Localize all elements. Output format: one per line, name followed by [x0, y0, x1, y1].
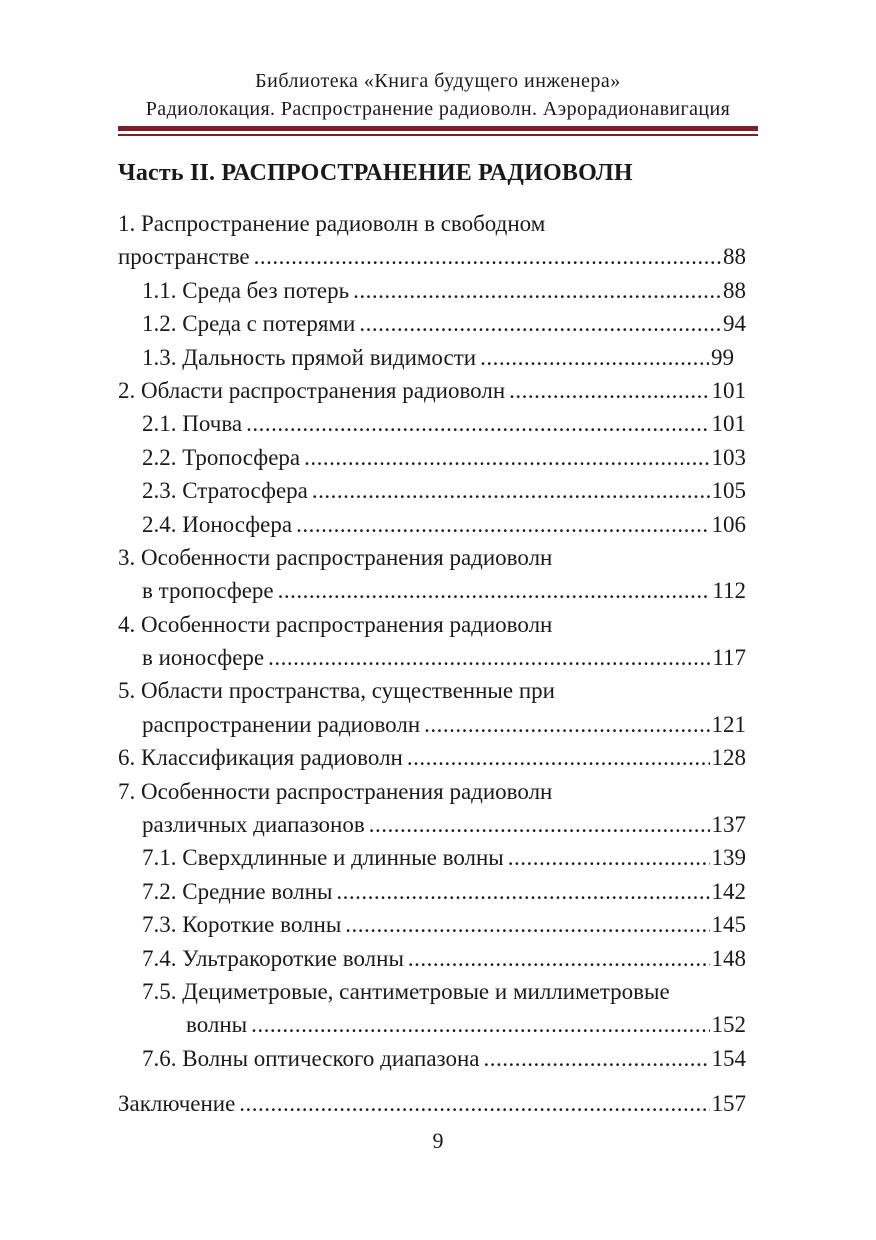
toc-entry-title: 2.4. Ионосфера [142, 511, 293, 537]
toc-entry-title: 1.2. Среда с потерями [142, 311, 356, 337]
toc-entry-title: 6. Классификация радиоволн [118, 745, 403, 771]
toc-entry[interactable] [118, 374, 746, 407]
header-rule-thick [118, 126, 758, 131]
running-header-series: Библиотека «Книга будущего инженера» [255, 70, 621, 92]
toc-entry[interactable] [118, 875, 746, 908]
toc-entry[interactable] [118, 307, 746, 340]
toc-entry-page: 152 [711, 1012, 746, 1038]
dot-leader [332, 875, 709, 908]
dot-leader [505, 374, 709, 407]
toc-entry[interactable] [118, 841, 746, 874]
dot-leader [242, 407, 709, 440]
toc-entry[interactable] [118, 240, 746, 273]
dot-leader [355, 307, 721, 340]
toc-entry-page: 105 [711, 478, 746, 504]
toc-entry-first-line: 1. Распространение радиоволн в свободном [118, 211, 546, 236]
toc-entry[interactable] [118, 741, 746, 774]
toc-entry-page: 101 [711, 377, 746, 403]
toc-entry-first-line: 7. Особенности распространения радиоволн [118, 778, 553, 804]
dot-leader [264, 641, 710, 674]
toc-entry-title: распространении радиоволн [142, 711, 421, 737]
dot-leader [365, 808, 710, 841]
toc-entry-page: 157 [711, 1091, 746, 1117]
table-of-contents [118, 207, 746, 1121]
toc-entry-page: 88 [723, 244, 746, 270]
toc-entry-title: в ионосфере [142, 645, 265, 671]
dot-leader [308, 474, 710, 507]
toc-entry-title: в тропосфере [142, 578, 274, 604]
toc-entry-first-line: 4. Особенности распространения радиоволн [118, 611, 553, 637]
toc-entry-title: волны [186, 1012, 248, 1038]
toc-entry[interactable] [118, 341, 746, 374]
toc-entry-page: 154 [711, 1045, 746, 1071]
dot-leader [341, 908, 709, 941]
toc-entry[interactable] [118, 808, 746, 841]
toc-entry-title: пространстве [118, 244, 250, 270]
toc-entry[interactable] [118, 1042, 746, 1075]
dot-leader [504, 841, 710, 874]
toc-entry-title: 7.3. Короткие волны [142, 912, 342, 938]
running-header-title: Радиолокация. Распространение радиоволн. Аэрорадионавигация [145, 98, 731, 120]
dot-leader [235, 1087, 709, 1120]
toc-entry-page: 139 [711, 845, 746, 871]
toc-entry-title: 7.6. Волны оптического диапазона [142, 1045, 480, 1071]
toc-entry-page: 137 [711, 812, 746, 838]
toc-entry-page: 94 [723, 311, 746, 337]
toc-entry-page: 106 [711, 511, 746, 537]
toc-entry[interactable] [118, 641, 746, 674]
toc-entry-page: 99 [711, 344, 734, 370]
toc-entry-title: 1.1. Среда без потерь [142, 277, 350, 303]
toc-entry[interactable] [118, 942, 746, 975]
dot-leader [403, 741, 710, 774]
header-rule-thin [118, 134, 758, 136]
toc-entry[interactable] [118, 474, 746, 507]
part-title: Часть II. РАСПРОСТРАНЕНИЕ РАДИОВОЛН [118, 160, 633, 186]
dot-leader [476, 341, 709, 374]
toc-entry-page: 145 [711, 912, 746, 938]
toc-entry[interactable] [118, 508, 746, 541]
toc-entry-first-line: 5. Области пространства, существенные при [118, 678, 555, 704]
toc-entry-page: 142 [711, 878, 746, 904]
toc-entry[interactable] [118, 908, 746, 941]
toc-entry-title: различных диапазонов [142, 812, 365, 838]
dot-leader [247, 1008, 709, 1041]
dot-leader [292, 508, 709, 541]
toc-entry-title: 2.1. Почва [142, 411, 243, 437]
dot-leader [250, 240, 721, 273]
toc-entry-page: 101 [711, 411, 746, 437]
toc-entry-page: 148 [711, 945, 746, 971]
dot-leader [274, 574, 711, 607]
dot-leader [420, 708, 709, 741]
toc-entry-page: 88 [723, 277, 746, 303]
toc-entry-title: Заключение [118, 1091, 236, 1117]
toc-entry-page: 121 [711, 711, 746, 737]
toc-entry-title: 7.2. Средние волны [142, 878, 333, 904]
toc-entry-first-line: 3. Особенности распространения радиоволн [118, 544, 553, 570]
toc-entry-title: 2.2. Тропосфера [142, 444, 301, 470]
toc-entry-page: 117 [712, 645, 746, 671]
toc-entry-title: 2. Области распространения радиоволн [118, 377, 506, 403]
toc-entry-title: 2.3. Стратосфера [142, 478, 308, 504]
toc-entry-title: 1.3. Дальность прямой видимости [142, 344, 477, 370]
toc-entry-page: 103 [711, 444, 746, 470]
toc-entry-title: 7.4. Ультракороткие волны [142, 945, 404, 971]
toc-entry-title: 7.1. Сверхдлинные и длинные волны [142, 845, 504, 871]
dot-leader [300, 441, 709, 474]
dot-leader [480, 1042, 710, 1075]
toc-entry[interactable] [118, 407, 746, 440]
page-number: 9 [432, 1128, 444, 1153]
toc-entry[interactable] [118, 574, 746, 607]
toc-entry[interactable] [118, 1008, 746, 1041]
toc-entry[interactable] [118, 274, 746, 307]
toc-entry[interactable] [118, 1087, 746, 1120]
toc-entry[interactable] [118, 441, 746, 474]
toc-entry-page: 112 [712, 578, 746, 604]
dot-leader [349, 274, 721, 307]
toc-entry-first-line: 7.5. Дециметровые, сантиметровые и миллиметровые [142, 978, 670, 1004]
toc-entry-page: 128 [711, 745, 746, 771]
toc-entry[interactable] [118, 708, 746, 741]
dot-leader [404, 942, 710, 975]
